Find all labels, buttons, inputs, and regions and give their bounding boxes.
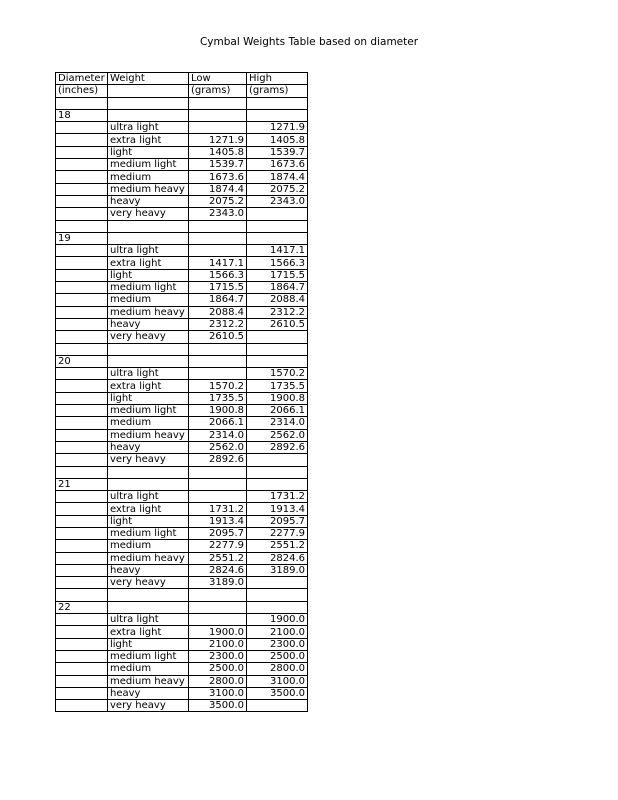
empty-cell bbox=[189, 232, 247, 244]
low-grams: 1570.2 bbox=[189, 380, 247, 392]
empty-cell bbox=[56, 122, 108, 134]
weight-class: light bbox=[108, 146, 189, 158]
high-grams: 2066.1 bbox=[247, 405, 308, 417]
high-grams: 1570.2 bbox=[247, 368, 308, 380]
empty-cell bbox=[56, 491, 108, 503]
low-grams: 1271.9 bbox=[189, 134, 247, 146]
cymbal-weights-table bbox=[55, 72, 308, 712]
empty-cell bbox=[56, 650, 108, 662]
empty-cell bbox=[247, 232, 308, 244]
weight-class: light bbox=[108, 392, 189, 404]
diameter-row bbox=[56, 109, 308, 121]
empty-cell bbox=[189, 343, 247, 355]
low-grams: 1417.1 bbox=[189, 257, 247, 269]
low-grams: 2551.2 bbox=[189, 552, 247, 564]
low-grams: 3100.0 bbox=[189, 687, 247, 699]
empty-cell bbox=[56, 700, 108, 712]
weight-class: extra light bbox=[108, 257, 189, 269]
empty-cell bbox=[56, 331, 108, 343]
weight-class: light bbox=[108, 638, 189, 650]
table-row bbox=[56, 687, 308, 699]
empty-cell bbox=[108, 109, 189, 121]
empty-cell bbox=[56, 405, 108, 417]
empty-cell bbox=[247, 109, 308, 121]
empty-cell bbox=[56, 208, 108, 220]
table-row bbox=[56, 380, 308, 392]
low-grams: 2314.0 bbox=[189, 429, 247, 441]
high-grams: 1405.8 bbox=[247, 134, 308, 146]
weight-class: heavy bbox=[108, 564, 189, 576]
diameter-row bbox=[56, 601, 308, 613]
low-grams: 1566.3 bbox=[189, 269, 247, 281]
empty-cell bbox=[247, 466, 308, 478]
empty-cell bbox=[56, 220, 108, 232]
high-grams: 2800.0 bbox=[247, 663, 308, 675]
empty-cell bbox=[189, 220, 247, 232]
low-grams: 2088.4 bbox=[189, 306, 247, 318]
high-grams: 1874.4 bbox=[247, 171, 308, 183]
weight-class: ultra light bbox=[108, 368, 189, 380]
table-row bbox=[56, 675, 308, 687]
high-grams bbox=[247, 700, 308, 712]
low-grams bbox=[189, 245, 247, 257]
high-grams: 2500.0 bbox=[247, 650, 308, 662]
weight-class: medium bbox=[108, 540, 189, 552]
header-row bbox=[56, 73, 308, 85]
header-diameter-unit: (inches) bbox=[56, 85, 108, 97]
blank-row bbox=[56, 466, 308, 478]
high-grams: 1913.4 bbox=[247, 503, 308, 515]
low-grams: 2095.7 bbox=[189, 527, 247, 539]
header-high: High bbox=[247, 73, 308, 85]
empty-cell bbox=[56, 515, 108, 527]
empty-cell bbox=[108, 97, 189, 109]
table-row bbox=[56, 195, 308, 207]
empty-cell bbox=[56, 527, 108, 539]
high-grams: 2610.5 bbox=[247, 318, 308, 330]
table-row bbox=[56, 515, 308, 527]
low-grams: 2277.9 bbox=[189, 540, 247, 552]
low-grams: 1731.2 bbox=[189, 503, 247, 515]
high-grams: 2075.2 bbox=[247, 183, 308, 195]
weight-class: very heavy bbox=[108, 331, 189, 343]
empty-cell bbox=[189, 109, 247, 121]
weight-class: medium bbox=[108, 417, 189, 429]
table-row bbox=[56, 429, 308, 441]
empty-cell bbox=[56, 195, 108, 207]
high-grams: 2095.7 bbox=[247, 515, 308, 527]
high-grams: 1539.7 bbox=[247, 146, 308, 158]
weight-class: light bbox=[108, 269, 189, 281]
weight-class: medium bbox=[108, 663, 189, 675]
weight-class: medium bbox=[108, 171, 189, 183]
table-row bbox=[56, 245, 308, 257]
empty-cell bbox=[108, 220, 189, 232]
empty-cell bbox=[56, 441, 108, 453]
weight-class: medium heavy bbox=[108, 675, 189, 687]
diameter-value: 18 bbox=[56, 109, 108, 121]
low-grams: 1539.7 bbox=[189, 159, 247, 171]
low-grams: 2500.0 bbox=[189, 663, 247, 675]
low-grams: 2892.6 bbox=[189, 454, 247, 466]
empty-cell bbox=[56, 343, 108, 355]
low-grams: 3189.0 bbox=[189, 577, 247, 589]
table-row bbox=[56, 405, 308, 417]
high-grams: 2551.2 bbox=[247, 540, 308, 552]
table-row bbox=[56, 183, 308, 195]
low-grams: 2610.5 bbox=[189, 331, 247, 343]
low-grams: 1715.5 bbox=[189, 282, 247, 294]
empty-cell bbox=[108, 601, 189, 613]
empty-cell bbox=[56, 282, 108, 294]
high-grams: 2824.6 bbox=[247, 552, 308, 564]
low-grams: 1874.4 bbox=[189, 183, 247, 195]
empty-cell bbox=[56, 589, 108, 601]
high-grams: 2312.2 bbox=[247, 306, 308, 318]
header-high-unit: (grams) bbox=[247, 85, 308, 97]
high-grams bbox=[247, 208, 308, 220]
empty-cell bbox=[56, 564, 108, 576]
header-diameter: Diameter bbox=[56, 73, 108, 85]
table-body bbox=[56, 73, 308, 712]
weight-class: medium light bbox=[108, 282, 189, 294]
diameter-row bbox=[56, 478, 308, 490]
low-grams: 2075.2 bbox=[189, 195, 247, 207]
empty-cell bbox=[56, 614, 108, 626]
high-grams: 2343.0 bbox=[247, 195, 308, 207]
blank-row bbox=[56, 97, 308, 109]
table-row bbox=[56, 392, 308, 404]
empty-cell bbox=[189, 589, 247, 601]
low-grams: 2800.0 bbox=[189, 675, 247, 687]
table-row bbox=[56, 257, 308, 269]
table-row bbox=[56, 503, 308, 515]
low-grams: 2312.2 bbox=[189, 318, 247, 330]
empty-cell bbox=[56, 417, 108, 429]
table-row bbox=[56, 171, 308, 183]
weight-class: medium heavy bbox=[108, 306, 189, 318]
empty-cell bbox=[56, 454, 108, 466]
empty-cell bbox=[189, 601, 247, 613]
low-grams: 1900.0 bbox=[189, 626, 247, 638]
empty-cell bbox=[247, 589, 308, 601]
table-row bbox=[56, 700, 308, 712]
table-row bbox=[56, 663, 308, 675]
empty-cell bbox=[247, 343, 308, 355]
table-row bbox=[56, 122, 308, 134]
high-grams: 3500.0 bbox=[247, 687, 308, 699]
empty-cell bbox=[56, 552, 108, 564]
weight-class: medium heavy bbox=[108, 552, 189, 564]
empty-cell bbox=[56, 626, 108, 638]
weight-class: ultra light bbox=[108, 245, 189, 257]
high-grams: 2088.4 bbox=[247, 294, 308, 306]
empty-cell bbox=[56, 294, 108, 306]
table-row bbox=[56, 577, 308, 589]
high-grams: 2100.0 bbox=[247, 626, 308, 638]
table-row bbox=[56, 331, 308, 343]
empty-cell bbox=[56, 540, 108, 552]
table-row bbox=[56, 146, 308, 158]
header-weight: Weight bbox=[108, 73, 189, 85]
weight-class: ultra light bbox=[108, 491, 189, 503]
empty-cell bbox=[247, 478, 308, 490]
page-title: Cymbal Weights Table based on diameter bbox=[199, 36, 419, 48]
empty-cell bbox=[56, 368, 108, 380]
weight-class: extra light bbox=[108, 134, 189, 146]
low-grams: 2066.1 bbox=[189, 417, 247, 429]
high-grams: 2277.9 bbox=[247, 527, 308, 539]
weight-class: extra light bbox=[108, 626, 189, 638]
table-row bbox=[56, 552, 308, 564]
weight-class: very heavy bbox=[108, 208, 189, 220]
diameter-value: 22 bbox=[56, 601, 108, 613]
empty-cell bbox=[247, 355, 308, 367]
weight-class: ultra light bbox=[108, 122, 189, 134]
low-grams: 1405.8 bbox=[189, 146, 247, 158]
empty-cell bbox=[189, 97, 247, 109]
empty-cell bbox=[108, 466, 189, 478]
empty-cell bbox=[247, 220, 308, 232]
high-grams bbox=[247, 331, 308, 343]
weight-class: medium heavy bbox=[108, 429, 189, 441]
high-grams: 2892.6 bbox=[247, 441, 308, 453]
high-grams: 3189.0 bbox=[247, 564, 308, 576]
empty-cell bbox=[189, 478, 247, 490]
blank-row bbox=[56, 220, 308, 232]
diameter-value: 19 bbox=[56, 232, 108, 244]
empty-cell bbox=[56, 171, 108, 183]
diameter-value: 21 bbox=[56, 478, 108, 490]
diameter-row bbox=[56, 355, 308, 367]
weight-class: light bbox=[108, 515, 189, 527]
low-grams: 1913.4 bbox=[189, 515, 247, 527]
low-grams: 2343.0 bbox=[189, 208, 247, 220]
empty-cell bbox=[56, 577, 108, 589]
empty-cell bbox=[108, 589, 189, 601]
header-weight-unit bbox=[108, 85, 189, 97]
weight-class: extra light bbox=[108, 503, 189, 515]
weight-class: medium light bbox=[108, 159, 189, 171]
table-row bbox=[56, 626, 308, 638]
low-grams: 1900.8 bbox=[189, 405, 247, 417]
high-grams: 1864.7 bbox=[247, 282, 308, 294]
high-grams bbox=[247, 454, 308, 466]
weight-class: extra light bbox=[108, 380, 189, 392]
header-low-unit: (grams) bbox=[189, 85, 247, 97]
empty-cell bbox=[108, 478, 189, 490]
high-grams: 1735.5 bbox=[247, 380, 308, 392]
weight-class: heavy bbox=[108, 195, 189, 207]
table-row bbox=[56, 306, 308, 318]
empty-cell bbox=[56, 663, 108, 675]
empty-cell bbox=[189, 466, 247, 478]
table-row bbox=[56, 454, 308, 466]
empty-cell bbox=[108, 232, 189, 244]
low-grams bbox=[189, 122, 247, 134]
empty-cell bbox=[56, 429, 108, 441]
weight-class: ultra light bbox=[108, 614, 189, 626]
table-row bbox=[56, 318, 308, 330]
blank-row bbox=[56, 343, 308, 355]
weight-class: heavy bbox=[108, 687, 189, 699]
low-grams bbox=[189, 368, 247, 380]
weight-class: very heavy bbox=[108, 700, 189, 712]
empty-cell bbox=[56, 183, 108, 195]
low-grams: 2824.6 bbox=[189, 564, 247, 576]
high-grams: 1900.0 bbox=[247, 614, 308, 626]
table-row bbox=[56, 638, 308, 650]
empty-cell bbox=[56, 638, 108, 650]
empty-cell bbox=[56, 380, 108, 392]
high-grams: 1271.9 bbox=[247, 122, 308, 134]
empty-cell bbox=[189, 355, 247, 367]
low-grams: 1864.7 bbox=[189, 294, 247, 306]
diameter-row bbox=[56, 232, 308, 244]
blank-row bbox=[56, 589, 308, 601]
weight-class: very heavy bbox=[108, 454, 189, 466]
table-row bbox=[56, 441, 308, 453]
empty-cell bbox=[247, 601, 308, 613]
high-grams: 1417.1 bbox=[247, 245, 308, 257]
empty-cell bbox=[56, 257, 108, 269]
empty-cell bbox=[56, 392, 108, 404]
high-grams bbox=[247, 577, 308, 589]
weight-class: heavy bbox=[108, 318, 189, 330]
low-grams: 2100.0 bbox=[189, 638, 247, 650]
empty-cell bbox=[56, 503, 108, 515]
low-grams: 1735.5 bbox=[189, 392, 247, 404]
low-grams: 2300.0 bbox=[189, 650, 247, 662]
high-grams: 1731.2 bbox=[247, 491, 308, 503]
weight-class: very heavy bbox=[108, 577, 189, 589]
table-row bbox=[56, 650, 308, 662]
low-grams: 3500.0 bbox=[189, 700, 247, 712]
header-units-row bbox=[56, 85, 308, 97]
low-grams: 2562.0 bbox=[189, 441, 247, 453]
low-grams bbox=[189, 491, 247, 503]
high-grams: 2562.0 bbox=[247, 429, 308, 441]
table-row bbox=[56, 614, 308, 626]
table-row bbox=[56, 294, 308, 306]
table-row bbox=[56, 527, 308, 539]
empty-cell bbox=[56, 675, 108, 687]
empty-cell bbox=[56, 134, 108, 146]
high-grams: 1673.6 bbox=[247, 159, 308, 171]
table-row bbox=[56, 208, 308, 220]
weight-class: medium light bbox=[108, 650, 189, 662]
table-row bbox=[56, 540, 308, 552]
empty-cell bbox=[56, 159, 108, 171]
empty-cell bbox=[56, 245, 108, 257]
high-grams: 1900.8 bbox=[247, 392, 308, 404]
table-row bbox=[56, 417, 308, 429]
weight-class: heavy bbox=[108, 441, 189, 453]
table-row bbox=[56, 134, 308, 146]
empty-cell bbox=[247, 97, 308, 109]
low-grams bbox=[189, 614, 247, 626]
high-grams: 1566.3 bbox=[247, 257, 308, 269]
table-row bbox=[56, 368, 308, 380]
weight-class: medium light bbox=[108, 405, 189, 417]
diameter-value: 20 bbox=[56, 355, 108, 367]
header-low: Low bbox=[189, 73, 247, 85]
high-grams: 2314.0 bbox=[247, 417, 308, 429]
table-row bbox=[56, 564, 308, 576]
low-grams: 1673.6 bbox=[189, 171, 247, 183]
empty-cell bbox=[56, 318, 108, 330]
high-grams: 2300.0 bbox=[247, 638, 308, 650]
high-grams: 1715.5 bbox=[247, 269, 308, 281]
empty-cell bbox=[56, 466, 108, 478]
table-row bbox=[56, 159, 308, 171]
empty-cell bbox=[108, 355, 189, 367]
table-row bbox=[56, 282, 308, 294]
weight-class: medium heavy bbox=[108, 183, 189, 195]
empty-cell bbox=[56, 97, 108, 109]
empty-cell bbox=[108, 343, 189, 355]
empty-cell bbox=[56, 269, 108, 281]
empty-cell bbox=[56, 687, 108, 699]
empty-cell bbox=[56, 306, 108, 318]
table-row bbox=[56, 269, 308, 281]
weight-class: medium bbox=[108, 294, 189, 306]
empty-cell bbox=[56, 146, 108, 158]
table-row bbox=[56, 491, 308, 503]
weight-class: medium light bbox=[108, 527, 189, 539]
high-grams: 3100.0 bbox=[247, 675, 308, 687]
